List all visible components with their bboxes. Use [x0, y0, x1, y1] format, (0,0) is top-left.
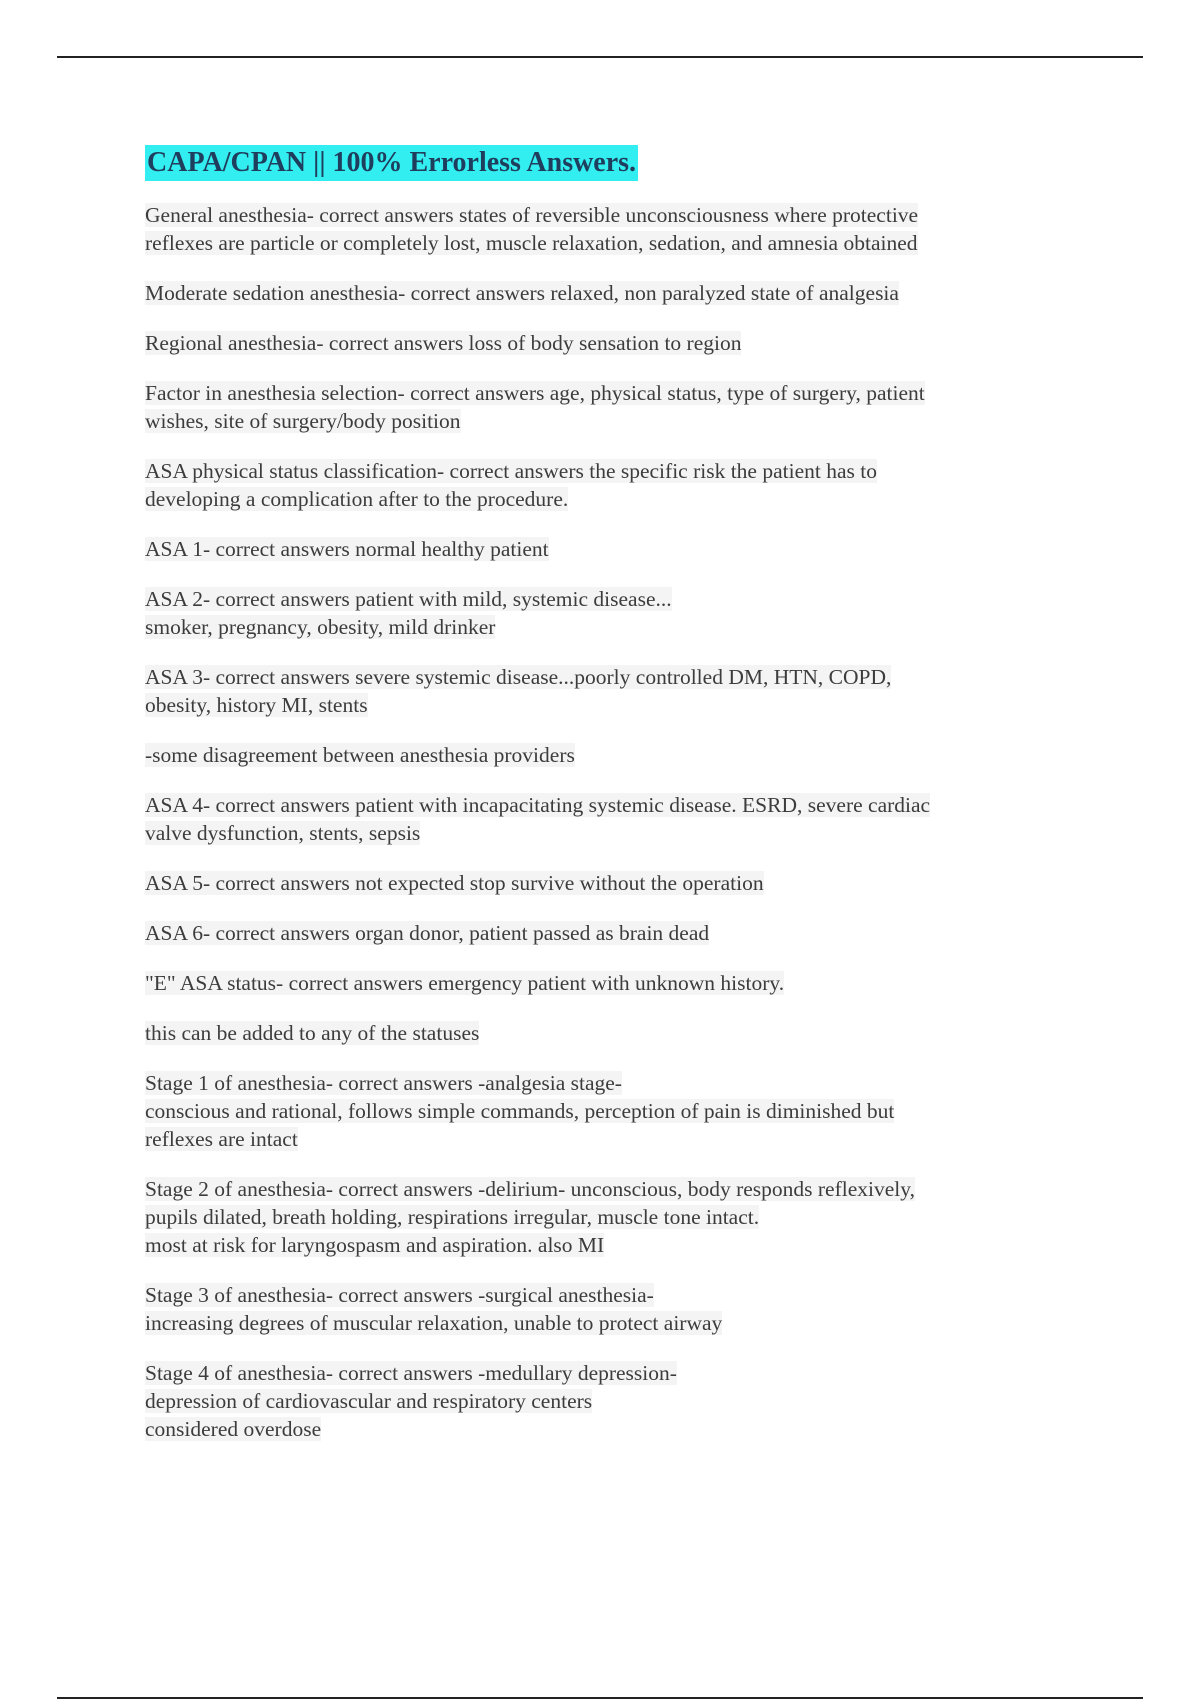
qa-line	[145, 969, 1045, 997]
qa-line-text: Stage 2 of anesthesia- correct answers -delirium- unconscious, body responds reflexively,	[145, 1177, 915, 1201]
document-body	[145, 145, 1045, 1465]
qa-line-text: ASA 4- correct answers patient with incapacitating systemic disease. ESRD, severe cardiac	[145, 793, 931, 817]
qa-line-text: valve dysfunction, stents, sepsis	[145, 821, 421, 845]
document-title: CAPA/CPAN || 100% Errorless Answers.	[145, 145, 638, 181]
top-rule	[57, 56, 1143, 58]
qa-entry	[145, 791, 1045, 847]
qa-line-text: reflexes are particle or completely lost, muscle relaxation, sedation, and amnesia obtained	[145, 231, 918, 255]
qa-entry	[145, 663, 1045, 719]
qa-line	[145, 585, 1045, 613]
qa-entry	[145, 457, 1045, 513]
qa-entry	[145, 869, 1045, 897]
qa-line	[145, 919, 1045, 947]
qa-entry	[145, 535, 1045, 563]
qa-entry	[145, 379, 1045, 435]
qa-line	[145, 329, 1045, 357]
qa-line-text: Stage 1 of anesthesia- correct answers -analgesia stage-	[145, 1071, 622, 1095]
qa-line-text: Moderate sedation anesthesia- correct answers relaxed, non paralyzed state of analgesia	[145, 281, 899, 305]
qa-line-text: ASA 2- correct answers patient with mild, systemic disease...	[145, 587, 672, 611]
qa-line	[145, 279, 1045, 307]
qa-line	[145, 229, 1045, 257]
qa-line	[145, 741, 1045, 769]
qa-line-text: pupils dilated, breath holding, respirations irregular, muscle tone intact.	[145, 1205, 760, 1229]
qa-line	[145, 1203, 1045, 1231]
qa-line	[145, 1069, 1045, 1097]
bottom-rule	[57, 1697, 1143, 1699]
qa-entry	[145, 919, 1045, 947]
qa-line	[145, 457, 1045, 485]
qa-line	[145, 1281, 1045, 1309]
qa-line	[145, 201, 1045, 229]
qa-line-text: obesity, history MI, stents	[145, 693, 368, 717]
qa-line	[145, 819, 1045, 847]
qa-line-text: smoker, pregnancy, obesity, mild drinker	[145, 615, 496, 639]
qa-line-text: wishes, site of surgery/body position	[145, 409, 461, 433]
qa-line	[145, 1175, 1045, 1203]
qa-line-text: ASA 3- correct answers severe systemic disease...poorly controlled DM, HTN, COPD,	[145, 665, 892, 689]
qa-entry	[145, 1175, 1045, 1259]
qa-line-text: Factor in anesthesia selection- correct answers age, physical status, type of surgery, patient	[145, 381, 925, 405]
qa-entry	[145, 1069, 1045, 1153]
qa-line-text: ASA physical status classification- correct answers the specific risk the patient has to	[145, 459, 877, 483]
qa-line-text: General anesthesia- correct answers states of reversible unconsciousness where protective	[145, 203, 919, 227]
qa-line	[145, 407, 1045, 435]
qa-line-text: -some disagreement between anesthesia providers	[145, 743, 575, 767]
qa-line-text: ASA 1- correct answers normal healthy patient	[145, 537, 549, 561]
qa-line-text: reflexes are intact	[145, 1127, 298, 1151]
qa-entry	[145, 201, 1045, 257]
qa-line-text: most at risk for laryngospasm and aspiration. also MI	[145, 1233, 605, 1257]
qa-line	[145, 791, 1045, 819]
qa-line-text: ASA 5- correct answers not expected stop survive without the operation	[145, 871, 764, 895]
qa-entry	[145, 279, 1045, 307]
qa-line	[145, 1415, 1045, 1443]
qa-line	[145, 613, 1045, 641]
qa-line	[145, 1125, 1045, 1153]
qa-line	[145, 1309, 1045, 1337]
qa-line	[145, 663, 1045, 691]
entries-list	[145, 201, 1045, 1443]
qa-line-text: conscious and rational, follows simple commands, perception of pain is diminished but	[145, 1099, 895, 1123]
qa-line-text: considered overdose	[145, 1417, 322, 1441]
qa-line	[145, 535, 1045, 563]
qa-entry	[145, 1019, 1045, 1047]
qa-line	[145, 691, 1045, 719]
qa-line	[145, 485, 1045, 513]
qa-line-text: Stage 3 of anesthesia- correct answers -surgical anesthesia-	[145, 1283, 654, 1307]
qa-entry	[145, 329, 1045, 357]
qa-entry	[145, 1281, 1045, 1337]
qa-line	[145, 1097, 1045, 1125]
qa-entry	[145, 1359, 1045, 1443]
qa-line-text: "E" ASA status- correct answers emergency patient with unknown history.	[145, 971, 785, 995]
qa-line	[145, 1387, 1045, 1415]
qa-entry	[145, 741, 1045, 769]
qa-line-text: depression of cardiovascular and respiratory centers	[145, 1389, 593, 1413]
qa-line-text: developing a complication after to the procedure.	[145, 487, 569, 511]
qa-line-text: increasing degrees of muscular relaxation, unable to protect airway	[145, 1311, 723, 1335]
qa-line	[145, 1019, 1045, 1047]
qa-line-text: Stage 4 of anesthesia- correct answers -medullary depression-	[145, 1361, 677, 1385]
qa-entry	[145, 585, 1045, 641]
qa-line	[145, 1359, 1045, 1387]
qa-line-text: this can be added to any of the statuses	[145, 1021, 480, 1045]
qa-line-text: Regional anesthesia- correct answers loss of body sensation to region	[145, 331, 742, 355]
qa-line-text: ASA 6- correct answers organ donor, patient passed as brain dead	[145, 921, 710, 945]
qa-line	[145, 379, 1045, 407]
qa-line	[145, 1231, 1045, 1259]
qa-entry	[145, 969, 1045, 997]
qa-line	[145, 869, 1045, 897]
